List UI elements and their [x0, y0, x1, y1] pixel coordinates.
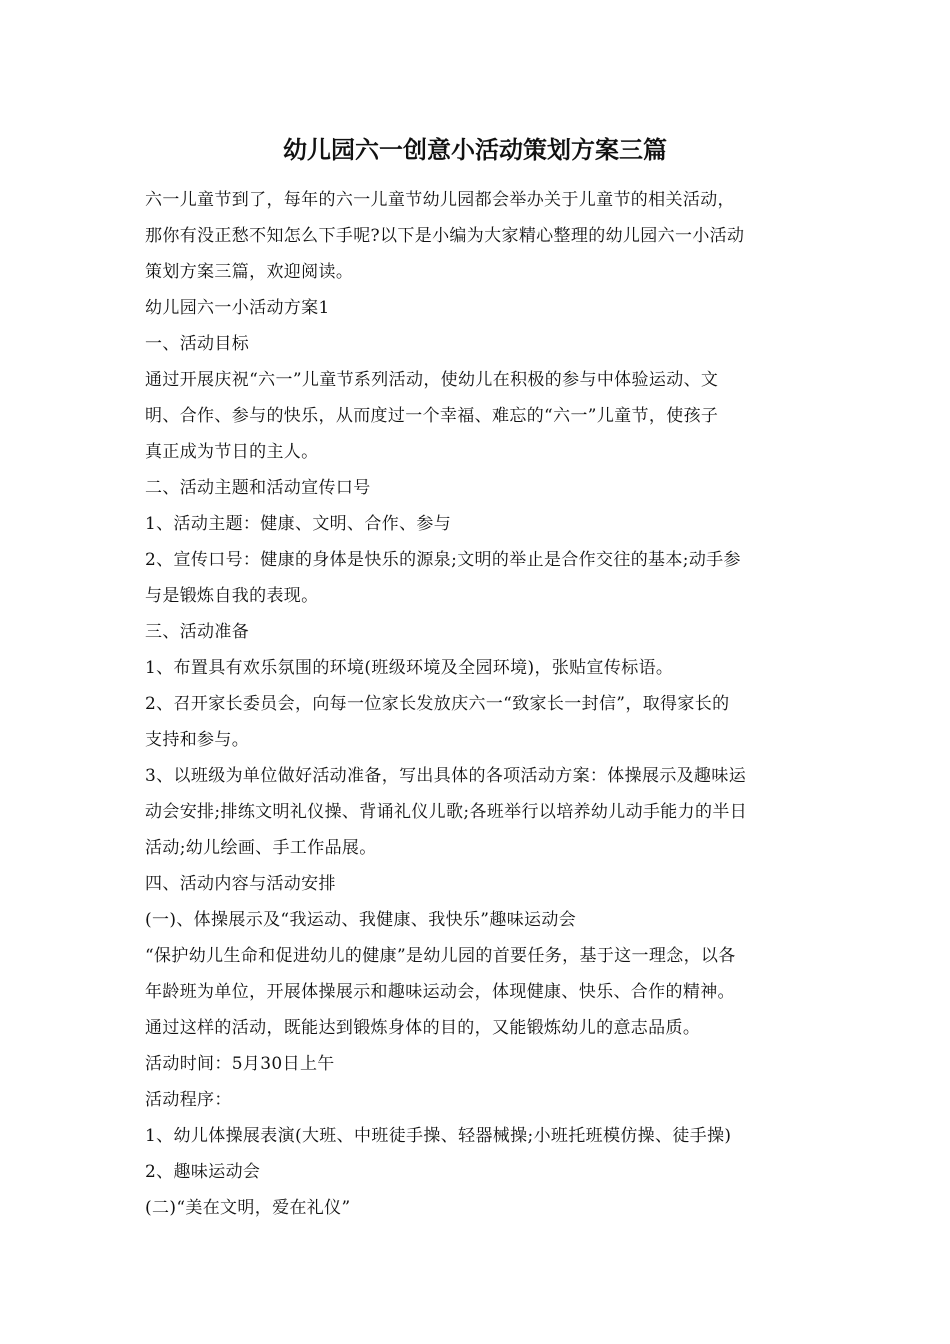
document-body [145, 182, 825, 1226]
paragraph-line: 支持和参与。 [145, 730, 250, 750]
paragraph-line: 活动程序： [145, 1090, 232, 1110]
paragraph-line: 1、活动主题：健康、文明、合作、参与 [145, 514, 452, 534]
paragraph-line: 活动时间：5月30日上午 [145, 1054, 335, 1074]
paragraph-line: 那你有没正愁不知怎么下手呢?以下是小编为大家精心整理的幼儿园六一小活动 [145, 226, 745, 246]
paragraph-line: 明、合作、参与的快乐，从而度过一个幸福、难忘的“六一”儿童节，使孩子 [145, 406, 719, 426]
section-heading: 一、活动目标 [145, 334, 250, 354]
paragraph-line: “保护幼儿生命和促进幼儿的健康”是幼儿园的首要任务，基于这一理念，以各 [145, 946, 736, 966]
paragraph-line: 2、召开家长委员会，向每一位家长发放庆六一“致家长一封信”，取得家长的 [145, 694, 730, 714]
paragraph-line: 真正成为节日的主人。 [145, 442, 319, 462]
paragraph-line: 2、宣传口号：健康的身体是快乐的源泉;文明的举止是合作交往的基本;动手参 [145, 550, 741, 570]
paragraph-line: 1、布置具有欢乐氛围的环境(班级环境及全园环境)，张贴宣传标语。 [145, 658, 674, 678]
paragraph-line: 通过这样的活动，既能达到锻炼身体的目的，又能锻炼幼儿的意志品质。 [145, 1018, 701, 1038]
section-heading: 三、活动准备 [145, 622, 250, 642]
paragraph-line: 动会安排;排练文明礼仪操、背诵礼仪儿歌;各班举行以培养幼儿动手能力的半日 [145, 802, 748, 822]
paragraph-line: 与是锻炼自我的表现。 [145, 586, 319, 606]
document-title: 幼儿园六一创意小活动策划方案三篇 [283, 135, 667, 164]
paragraph-line: 年龄班为单位，开展体操展示和趣味运动会，体现健康、快乐、合作的精神。 [145, 982, 735, 1002]
paragraph-line: 活动;幼儿绘画、手工作品展。 [145, 838, 377, 858]
paragraph-line: 通过开展庆祝“六一”儿童节系列活动，使幼儿在积极的参与中体验运动、文 [145, 370, 719, 390]
section-heading: 四、活动内容与活动安排 [145, 874, 336, 894]
paragraph-line: (一)、体操展示及“我运动、我健康、我快乐”趣味运动会 [145, 910, 577, 930]
paragraph-line: 1、幼儿体操展表演(大班、中班徒手操、轻器械操;小班托班模仿操、徒手操) [145, 1126, 732, 1146]
paragraph-line: 六一儿童节到了，每年的六一儿童节幼儿园都会举办关于儿童节的相关活动， [145, 190, 735, 210]
paragraph-line: (二)“美在文明，爱在礼仪” [145, 1198, 351, 1218]
paragraph-line: 策划方案三篇，欢迎阅读。 [145, 262, 354, 282]
section-heading: 幼儿园六一小活动方案1 [145, 298, 330, 318]
section-heading: 二、活动主题和活动宣传口号 [145, 478, 371, 498]
paragraph-line: 2、趣味运动会 [145, 1162, 261, 1182]
paragraph-line: 3、以班级为单位做好活动准备，写出具体的各项活动方案：体操展示及趣味运 [145, 766, 747, 786]
